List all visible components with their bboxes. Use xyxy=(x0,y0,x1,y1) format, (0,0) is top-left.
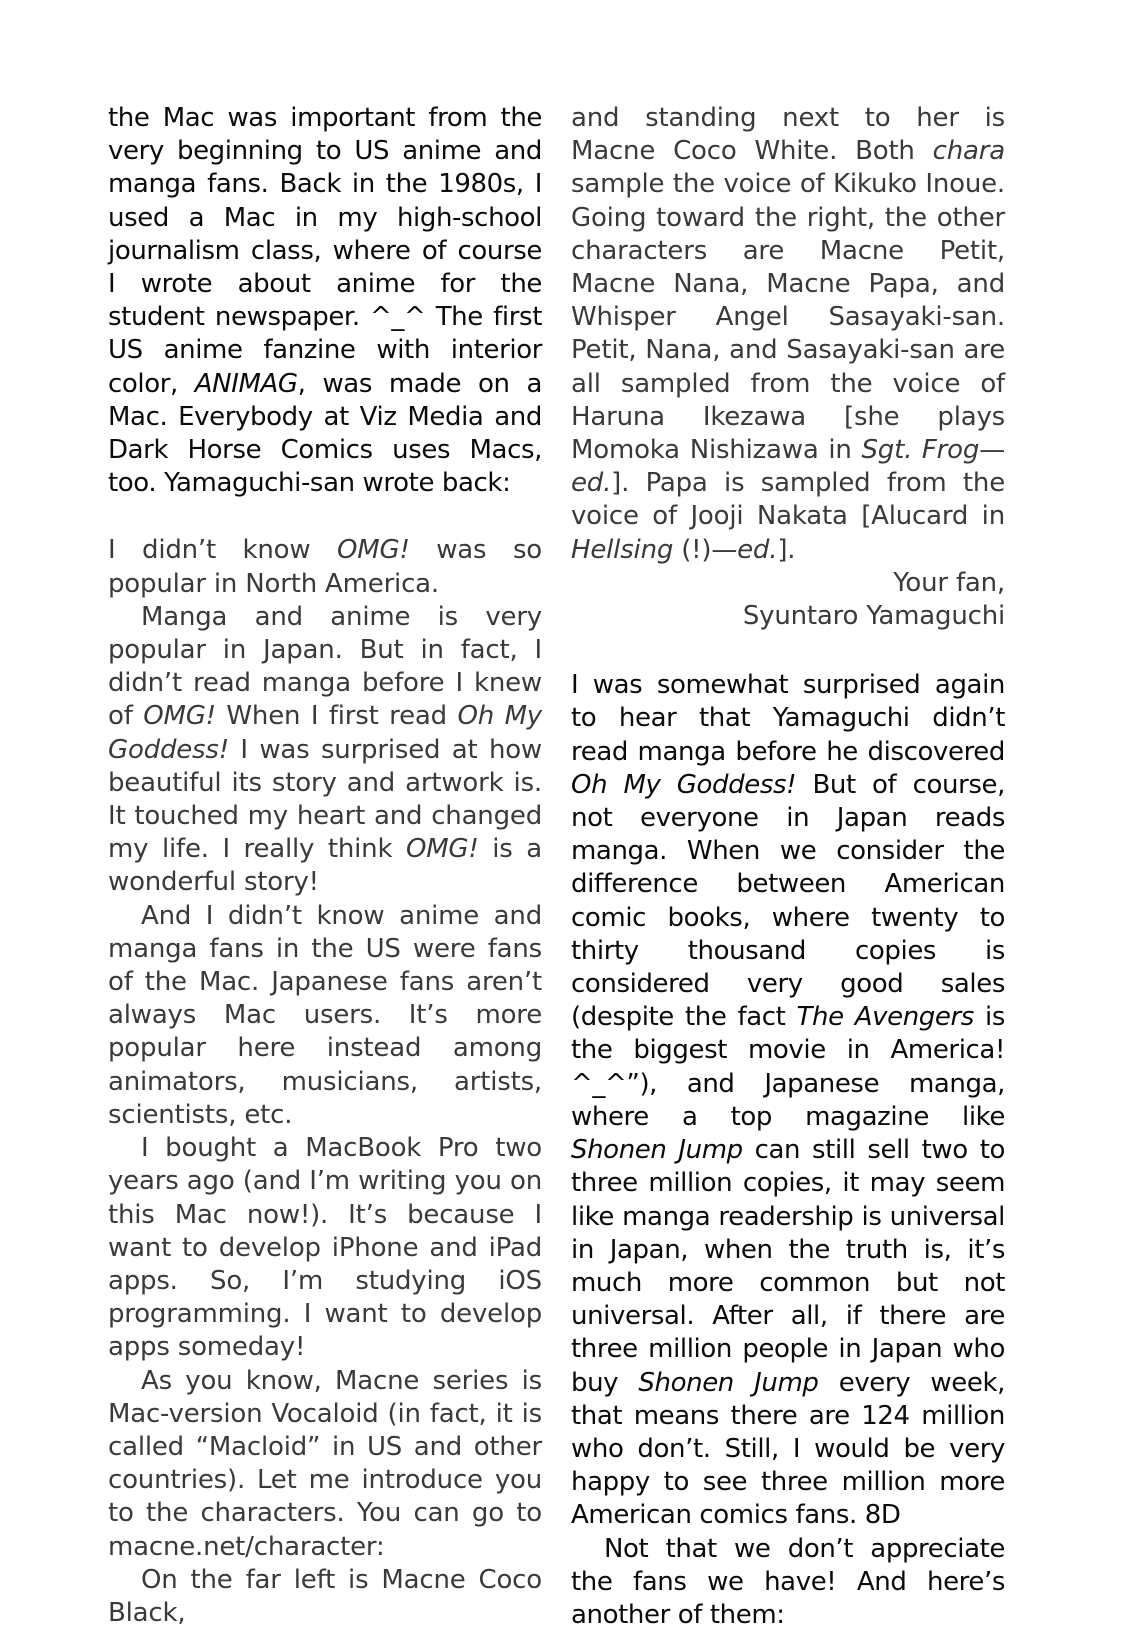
text-run: — xyxy=(979,435,1005,466)
text-run: Not that we don’t appreciate the fans we have! And here’s another of them: xyxy=(571,1533,1005,1630)
text-run: As you know, Macne series is Mac-version Vocaloid (in fact, it is called “Macloid” in US and other countries). Let me introduce you to the characters. You can go to macne.net/character: xyxy=(108,1365,542,1562)
text-run: , was made on a Mac. Everybody at Viz Media and Dark Horse Comics uses Macs, too. Yamaguchi-san wrote back: xyxy=(108,368,542,499)
letter-signature: Syuntaro Yamaguchi xyxy=(742,601,1005,632)
editor-response-paragraph-1 xyxy=(571,669,1005,1532)
letter-paragraph-6 xyxy=(108,1564,542,1630)
text-run: I bought a MacBook Pro two years ago (and I’m writing you on this Mac now!). It’s because I want to develop iPhone and iPad apps. So, I’m studying iOS programming. I want to develop apps someday! xyxy=(108,1133,542,1363)
letter-closing: Your fan, xyxy=(893,567,1005,598)
text-run: (!)— xyxy=(673,534,738,565)
text-run: I didn’t know xyxy=(108,535,338,566)
letter-paragraph-3 xyxy=(108,900,542,1132)
letter-paragraph-6-continued xyxy=(571,102,1005,567)
text-run: the Mac was important from the very beginning to US anime and manga fans. Back in the 1980s, I used a Mac in my high-school journalism class, where of course I wrote about anime for the student newspaper. ^_^ The first US anime fanzine with interior color, xyxy=(108,103,542,399)
italic-text: chara xyxy=(932,136,1005,167)
letter-paragraph-1 xyxy=(108,534,542,600)
text-run: I was surprised at how beautiful its story and artwork is. It touched my heart and changed my life. I really think xyxy=(108,734,542,865)
text-run: ]. Papa is sampled from the voice of Jooji Nakata [Alucard in xyxy=(571,468,1005,532)
italic-text: Shonen Jump xyxy=(571,1135,743,1166)
text-run: And I didn’t know anime and manga fans in the US were fans of the Mac. Japanese fans aren’t always Mac users. It’s more popular here instead among animators, musicians, artists, scientists, etc. xyxy=(108,900,542,1130)
letter-paragraph-4 xyxy=(108,1132,542,1364)
letter-paragraph-2 xyxy=(108,601,542,900)
italic-text: Oh My Goddess! xyxy=(571,769,797,800)
text-run: I was somewhat surprised again to hear that Yamaguchi didn’t read manga before he discovered xyxy=(571,670,1005,767)
text-run: is a wonderful story! xyxy=(108,834,542,898)
text-run: ]. xyxy=(777,534,796,565)
left-column xyxy=(108,102,542,1630)
editor-intro-paragraph xyxy=(108,102,542,500)
italic-text: ed. xyxy=(737,534,778,565)
text-run: is the biggest movie in America! ^_^”), and Japanese manga, where a top magazine like xyxy=(571,1002,1005,1132)
right-column xyxy=(571,102,1005,1632)
text-run: But of course, not everyone in Japan reads manga. When we consider the difference between American comic books, where twenty to thirty thousand copies is considered very good sales (despite the fact xyxy=(571,769,1005,1033)
text-run: can still sell two to three million copies, it may seem like manga readership is universal in Japan, when the truth is, it’s much more common but not universal. After all, if there are three million people in Japan who buy xyxy=(571,1135,1006,1398)
italic-text: OMG! xyxy=(337,535,410,566)
text-run: On the far left is Macne Coco Black, xyxy=(108,1564,542,1628)
editor-response-paragraph-2 xyxy=(571,1533,1005,1632)
italic-text: ed. xyxy=(571,468,612,499)
text-run: was so popular in North America. xyxy=(108,535,542,599)
text-run: sample the voice of Kikuko Inoue. Going toward the right, the other characters are Macne Petit, Macne Nana, Macne Papa, and Whisper Angel Sasayaki-san. Petit, Nana, and Sasayaki-san are all sampled from the voice of Haruna Ikezawa [she plays Momoka Nishizawa in xyxy=(571,169,1005,466)
text-run: When I first read xyxy=(215,701,458,732)
italic-text: OMG! xyxy=(405,834,479,865)
italic-text: Sgt. Frog xyxy=(861,435,980,466)
text-run: every week, that means there are 124 million who don’t. Still, I would be very happy to see three million more American comics fans. 8D xyxy=(571,1367,1005,1531)
text-run: Manga and anime is very popular in Japan. But in fact, I didn’t read manga before I knew of xyxy=(108,601,542,732)
italic-text: Shonen Jump xyxy=(638,1367,819,1398)
italic-text: Oh My Goddess! xyxy=(108,701,542,765)
letter-paragraph-5 xyxy=(108,1365,542,1564)
italic-text: OMG! xyxy=(143,701,216,732)
text-run: and standing next to her is Macne Coco White. Both xyxy=(571,103,1005,167)
italic-text: Hellsing xyxy=(571,534,674,565)
italic-text: The Avengers xyxy=(796,1002,974,1033)
italic-text: ANIMAG xyxy=(194,368,298,399)
